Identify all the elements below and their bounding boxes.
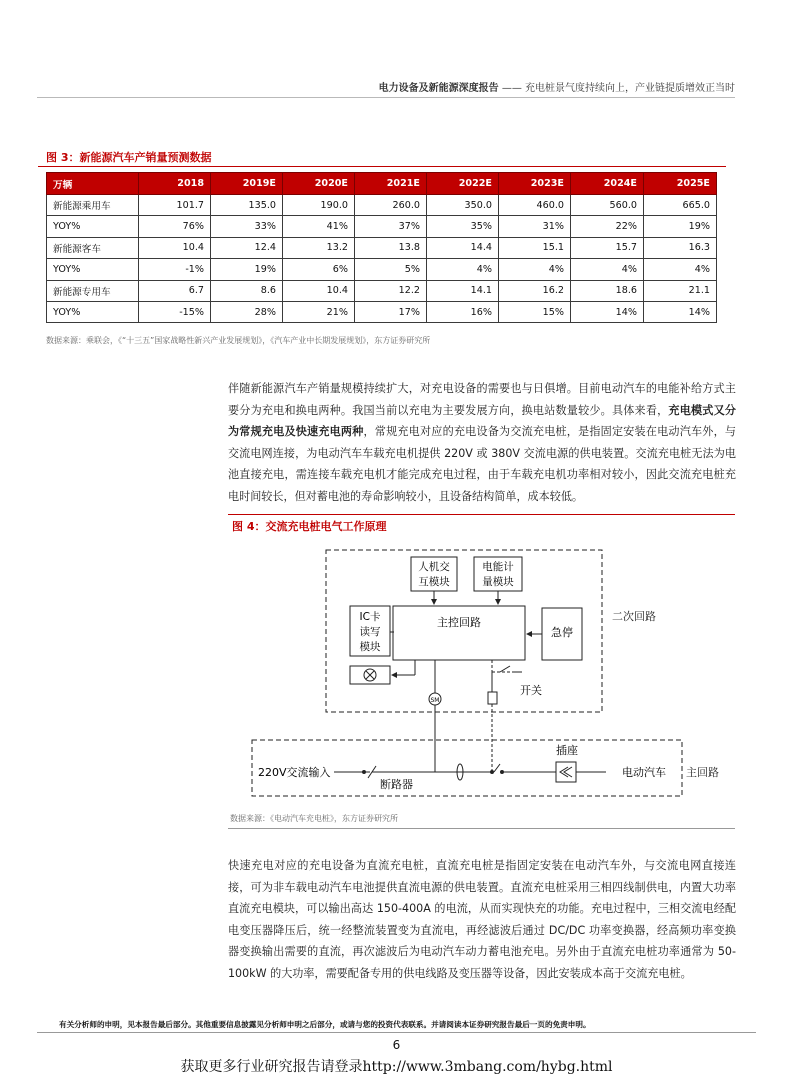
meter-module-label: 量模块 [482, 576, 514, 588]
page-number: 6 [392, 1038, 401, 1052]
table-cell: 16.2 [499, 280, 571, 301]
table-cell: 41% [283, 216, 355, 237]
table-cell: 37% [355, 216, 427, 237]
table-header-cell: 2021E [355, 173, 427, 195]
table-header-cell: 2025E [644, 173, 717, 195]
table-cell: 17% [355, 301, 427, 322]
header-dash: —— [501, 83, 522, 94]
header-subtitle: 充电桩景气度持续向上，产业链提质增效正当时 [525, 83, 735, 94]
table-cell: 14% [571, 301, 644, 322]
table-cell: 16% [427, 301, 499, 322]
table-cell: 21.1 [644, 280, 717, 301]
ev-label: 电动汽车 [622, 766, 666, 779]
table-header-cell: 万辆 [47, 173, 139, 195]
figure4-top-divider [228, 514, 735, 515]
table-row [47, 216, 717, 237]
table-header-cell: 2019E [211, 173, 283, 195]
table-cell: 14.4 [427, 237, 499, 258]
table-cell: 6% [283, 259, 355, 280]
sm-label: SM [430, 697, 440, 704]
breaker-label: 断路器 [380, 778, 413, 791]
ic-card-label: 模块 [359, 641, 381, 653]
relay-coil-icon [488, 692, 497, 704]
table-cell: 76% [139, 216, 211, 237]
circuit-diagram [230, 540, 719, 806]
table-cell: 15% [499, 301, 571, 322]
table-cell: 21% [283, 301, 355, 322]
main-control-label: 主控回路 [437, 616, 481, 629]
table-cell: 15.1 [499, 237, 571, 258]
table-cell: 560.0 [571, 195, 644, 216]
table-row [47, 259, 717, 280]
table-cell: YOY% [47, 216, 139, 237]
figure3-source: 数据来源：乘联会，《“十三五”国家战略性新兴产业发展规划》，《汽车产业中长期发展规划》，东方证券研究所 [46, 336, 431, 345]
secondary-loop-label: 二次回路 [612, 610, 656, 623]
table-cell: 19% [644, 216, 717, 237]
figure4-title: 图 4：交流充电桩电气工作原理 [232, 520, 387, 533]
table-cell: 31% [499, 216, 571, 237]
table-cell: 新能源乘用车 [47, 195, 139, 216]
table-cell: 14% [644, 301, 717, 322]
forecast-table [46, 172, 717, 323]
table-cell: 4% [427, 259, 499, 280]
ic-card-label: 读写 [359, 626, 381, 638]
table-cell: 16.3 [644, 237, 717, 258]
emergency-stop-label: 急停 [551, 626, 573, 639]
table-cell: 18.6 [571, 280, 644, 301]
table-cell: -1% [139, 259, 211, 280]
table-cell: 10.4 [283, 280, 355, 301]
figure4-source: 数据来源：《电动汽车充电桩》，东方证券研究所 [230, 814, 398, 823]
table-cell: 260.0 [355, 195, 427, 216]
table-cell: 10.4 [139, 237, 211, 258]
table-cell: 33% [211, 216, 283, 237]
table-cell: 665.0 [644, 195, 717, 216]
table-row [47, 195, 717, 216]
switch-label: 开关 [520, 684, 542, 697]
table-cell: 22% [571, 216, 644, 237]
table-cell: 5% [355, 259, 427, 280]
table-cell: 190.0 [283, 195, 355, 216]
para1-text-a: 伴随新能源汽车产销量规模持续扩大，对充电设备的需要也与日俱增。目前电动汽车的电能补给方式主要分为充电和换电两种。我国当前以充电为主要发展方向，换电站数量较少。具体来看， [228, 382, 736, 417]
figure4-bottom-divider [228, 828, 735, 829]
table-cell: 12.4 [211, 237, 283, 258]
body-paragraph-2: 快速充电对应的充电设备为直流充电桩，直流充电桩是指固定安装在电动汽车外，与交流电网直接连接，可为非车载电动汽车电池提供直流电源的供电装置。直流充电桩采用三相四线制供电，内置大功率直流充电模块，可以输出高达 150-400A 的电流，从而实现快充的功能。充电过程中，三相交流电经配电变压器降压后，统一经整流装置变为直流电，再经滤波后通过 DC/DC 功率变换器，经高频功率变换器变换输出需要的直流，再次滤波后为电动汽车动力蓄电池充电。另外由于直流充电桩功率通常为 50-100kW 的大功率，需要配备专用的供电线路及变压器等设备，因此安装成本高于交流充电桩。 [228, 859, 736, 980]
table-header-cell: 2022E [427, 173, 499, 195]
table-row [47, 280, 717, 301]
table-cell: 35% [427, 216, 499, 237]
footer-divider [37, 1032, 756, 1033]
socket-label: 插座 [556, 744, 578, 757]
table-header-cell: 2023E [499, 173, 571, 195]
table-cell: 19% [211, 259, 283, 280]
table-cell: 101.7 [139, 195, 211, 216]
table-header-cell: 2020E [283, 173, 355, 195]
table-cell: 12.2 [355, 280, 427, 301]
table-cell: 28% [211, 301, 283, 322]
figure3-title-divider [38, 166, 726, 167]
table-cell: 4% [644, 259, 717, 280]
table-cell: -15% [139, 301, 211, 322]
table-cell: 8.6 [211, 280, 283, 301]
table-header-cell: 2024E [571, 173, 644, 195]
table-cell: 6.7 [139, 280, 211, 301]
input-label: 220V交流输入 [258, 766, 331, 779]
ic-card-label: IC卡 [359, 611, 381, 623]
table-header-cell: 2018 [139, 173, 211, 195]
primary-loop-label: 主回路 [686, 766, 719, 779]
hmi-module-label: 互模块 [418, 576, 450, 588]
table-cell: 13.8 [355, 237, 427, 258]
table-cell: YOY% [47, 301, 139, 322]
main-control-box [393, 606, 525, 660]
figure3-title: 图 3：新能源汽车产销量预测数据 [46, 151, 212, 164]
table-cell: 4% [499, 259, 571, 280]
table-cell: 350.0 [427, 195, 499, 216]
table-cell: 14.1 [427, 280, 499, 301]
table-cell: 新能源客车 [47, 237, 139, 258]
header-divider [37, 97, 735, 98]
disclaimer-text: 有关分析师的申明，见本报告最后部分。其他重要信息披露见分析师申明之后部分，或请与您的投资代表联系。并请阅读本证券研究报告最后一页的免责申明。 [59, 1020, 591, 1029]
table-cell: 13.2 [283, 237, 355, 258]
table-cell: 15.7 [571, 237, 644, 258]
table-row [47, 301, 717, 322]
page-header [60, 79, 735, 94]
header-title: 电力设备及新能源深度报告 [378, 83, 499, 94]
meter-module-label: 电能计 [482, 561, 514, 573]
socket-icon [556, 762, 576, 782]
table-cell: 460.0 [499, 195, 571, 216]
table-header-row [47, 173, 717, 195]
para1-text-b: ，常规充电对应的充电设备为交流充电桩，是指固定安装在电动汽车外，与交流电网连接，为电动汽车车载充电机提供 220V 或 380V 交流电源的供电装置。交流充电桩无法为电池直接充电，需连接车载充电机才能完成充电过程，由于车载充电机功率相对较小，因此交流充电桩充电时间较长，但对蓄电池的寿命影响较小，且设备结构简单，成本较低。 [228, 425, 736, 503]
table-row [47, 237, 717, 258]
promo-link[interactable]: 获取更多行业研究报告请登录http://www.3mbang.com/hybg.html [180, 1059, 613, 1075]
table-cell: YOY% [47, 259, 139, 280]
table-cell: 4% [571, 259, 644, 280]
body-paragraph-1 [228, 378, 736, 508]
table-cell: 135.0 [211, 195, 283, 216]
hmi-module-label: 人机交 [418, 561, 450, 573]
table-cell: 新能源专用车 [47, 280, 139, 301]
para1-bold: 充电模式又分为常规充电及快速充电两种 [228, 403, 736, 439]
